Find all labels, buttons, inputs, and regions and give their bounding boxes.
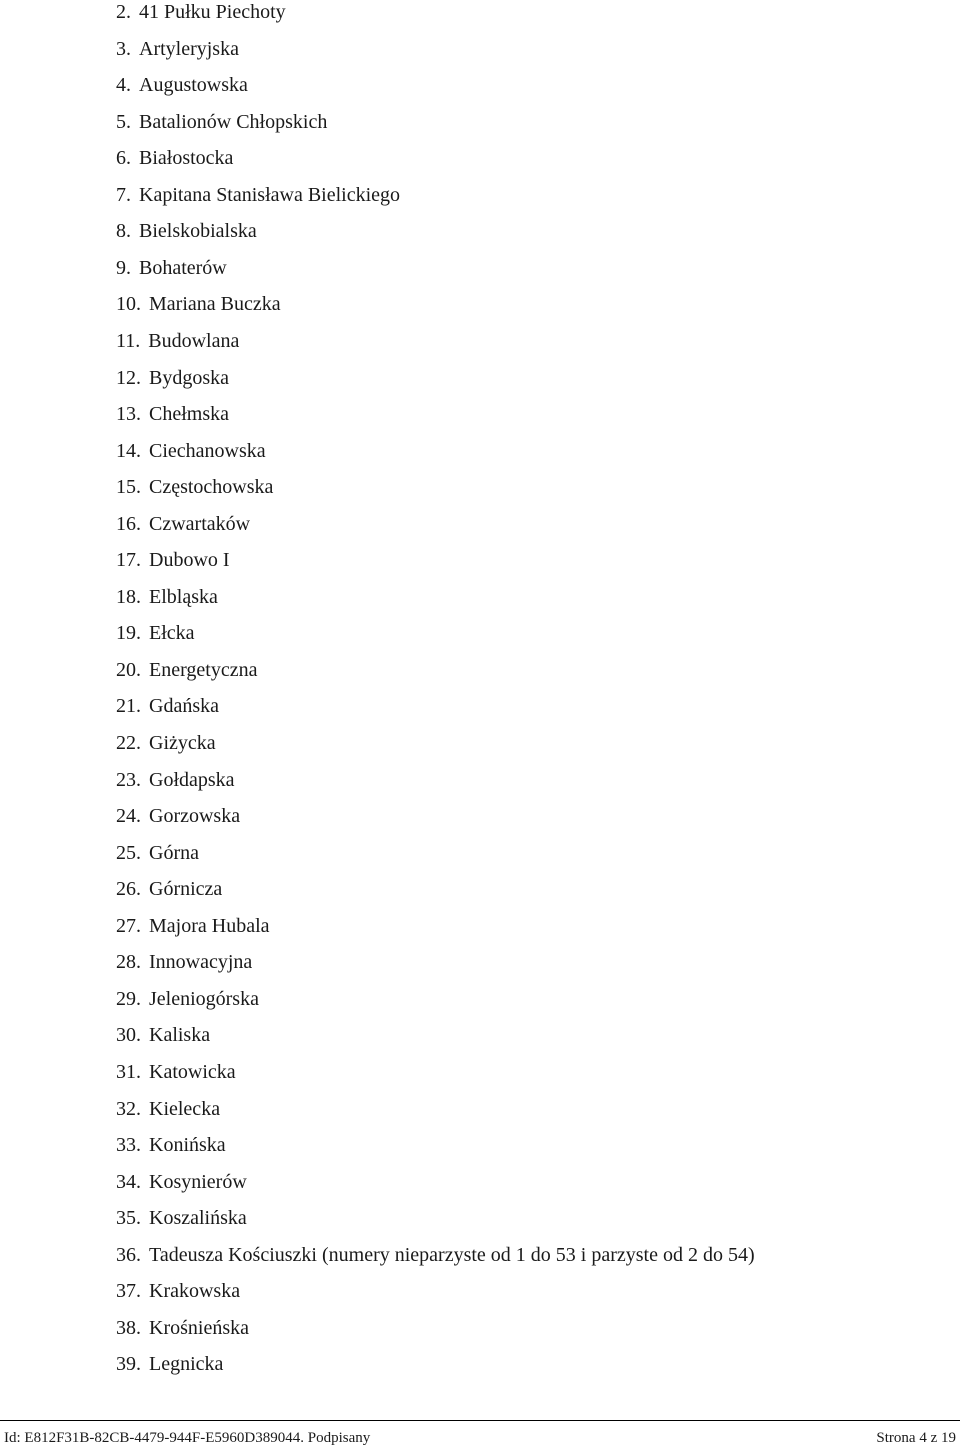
list-item-number: 33.: [116, 1134, 141, 1157]
list-item-number: 3.: [116, 37, 131, 60]
list-item: [116, 914, 270, 938]
list-item-name: Górna: [149, 841, 199, 864]
list-item-name: Dubowo I: [149, 549, 230, 572]
list-item-name: Bohaterów: [139, 256, 227, 279]
list-item-number: 24.: [116, 805, 141, 828]
list-item: [116, 1023, 210, 1047]
list-item: [116, 804, 240, 828]
list-item-name: Białostocka: [139, 147, 234, 170]
footer-divider: [0, 1420, 960, 1421]
list-item: [116, 621, 195, 645]
list-item-name: Kaliska: [149, 1024, 211, 1047]
list-item-number: 32.: [116, 1097, 141, 1120]
list-item-name: Czwartaków: [149, 512, 251, 535]
list-item-name: Ciechanowska: [149, 439, 266, 462]
list-item-name: Koszalińska: [149, 1207, 247, 1230]
list-item: [116, 292, 281, 316]
list-item-number: 25.: [116, 841, 141, 864]
list-item-name: Tadeusza Kościuszki (numery nieparzyste od 1 do 53 i parzyste od 2 do 54): [149, 1243, 755, 1266]
list-item-name: Bielskobialska: [139, 220, 257, 243]
list-item: [116, 329, 239, 353]
list-item-name: Bydgoska: [149, 366, 229, 389]
list-item: [116, 0, 286, 24]
list-item-name: Konińska: [149, 1134, 226, 1157]
list-item-name: Energetyczna: [149, 658, 258, 681]
list-item: [116, 475, 273, 499]
list-item: [116, 1279, 240, 1303]
list-item-name: Augustowska: [139, 74, 248, 97]
list-item: [116, 877, 222, 901]
list-item: [116, 1352, 223, 1376]
list-item: [116, 73, 248, 97]
list-item: [116, 768, 235, 792]
list-item-number: 26.: [116, 878, 141, 901]
list-item-number: 18.: [116, 585, 141, 608]
list-item: [116, 1170, 247, 1194]
list-item-number: 5.: [116, 110, 131, 133]
list-item-name: Chełmska: [149, 403, 229, 426]
list-item-name: Katowicka: [149, 1060, 236, 1083]
list-item-number: 15.: [116, 476, 141, 499]
list-item-number: 20.: [116, 658, 141, 681]
list-item-number: 27.: [116, 914, 141, 937]
list-item-name: Częstochowska: [149, 476, 274, 499]
list-item: [116, 1097, 220, 1121]
list-item: [116, 37, 239, 61]
list-item-number: 19.: [116, 622, 141, 645]
list-item-name: Kosynierów: [149, 1170, 247, 1193]
list-item: [116, 987, 259, 1011]
list-item: [116, 183, 400, 207]
list-item: [116, 585, 218, 609]
list-item: [116, 731, 216, 755]
list-item: [116, 658, 257, 682]
list-item: [116, 366, 229, 390]
list-item-number: 29.: [116, 987, 141, 1010]
list-item-number: 4.: [116, 74, 131, 97]
list-item: [116, 219, 257, 243]
list-item-name: Elbląska: [149, 585, 218, 608]
list-item-name: Górnicza: [149, 878, 223, 901]
list-item: [116, 1133, 226, 1157]
list-item: [116, 512, 250, 536]
list-item-number: 14.: [116, 439, 141, 462]
list-item-name: Budowlana: [148, 329, 240, 352]
footer-document-id: Id: E812F31B-82CB-4479-944F-E5960D389044. Podpisany: [4, 1430, 371, 1446]
list-item-number: 22.: [116, 732, 141, 754]
list-item-name: Gołdapska: [149, 768, 235, 791]
list-item-name: Krośnieńska: [149, 1316, 249, 1339]
list-item-number: 10.: [116, 293, 141, 316]
list-item: [116, 841, 199, 865]
list-item: [116, 950, 252, 974]
list-item-name: Ełcka: [149, 622, 195, 645]
list-item-name: 41 Pułku Piechoty: [139, 1, 286, 23]
list-item-number: 28.: [116, 951, 141, 974]
list-item-name: Krakowska: [149, 1280, 241, 1303]
list-item-number: 12.: [116, 366, 141, 389]
list-item-number: 39.: [116, 1353, 141, 1376]
list-item-number: 23.: [116, 768, 141, 791]
list-item-number: 8.: [116, 220, 131, 243]
list-item-name: Giżycka: [149, 732, 216, 754]
list-item: [116, 402, 229, 426]
list-item: [116, 548, 230, 572]
list-item-name: Gdańska: [149, 695, 219, 718]
list-item-number: 6.: [116, 147, 131, 170]
list-item-name: Majora Hubala: [149, 914, 270, 937]
list-item-number: 34.: [116, 1170, 141, 1193]
list-item: [116, 1206, 247, 1230]
list-item-number: 13.: [116, 403, 141, 426]
list-item-number: 31.: [116, 1060, 141, 1083]
list-item-number: 9.: [116, 256, 131, 279]
list-item-number: 36.: [116, 1243, 141, 1266]
list-item-number: 11.: [116, 329, 141, 352]
list-item: [116, 1316, 249, 1340]
list-item: [116, 146, 233, 170]
list-item-number: 16.: [116, 512, 141, 535]
list-item-number: 30.: [116, 1024, 141, 1047]
list-item-number: 35.: [116, 1207, 141, 1230]
list-item: [116, 439, 266, 463]
list-item-name: Gorzowska: [149, 805, 241, 828]
list-item-name: Kapitana Stanisława Bielickiego: [139, 183, 401, 206]
list-item: [116, 1243, 755, 1267]
list-item-number: 17.: [116, 549, 141, 572]
list-item-number: 21.: [116, 695, 141, 718]
list-item-number: 37.: [116, 1280, 141, 1303]
list-item-number: 2.: [116, 1, 131, 23]
list-item-name: Artyleryjska: [139, 37, 239, 60]
list-item: [116, 110, 327, 134]
list-item-name: Batalionów Chłopskich: [139, 110, 328, 133]
list-item-name: Kielecka: [149, 1097, 221, 1120]
list-item: [116, 694, 219, 718]
list-item-name: Legnicka: [149, 1353, 224, 1376]
list-item-name: Mariana Buczka: [149, 293, 281, 316]
list-item-number: 7.: [116, 183, 131, 206]
list-item-name: Jeleniogórska: [149, 987, 259, 1010]
list-item: [116, 256, 227, 280]
list-item-number: 38.: [116, 1316, 141, 1339]
footer-page-number: Strona 4 z 19: [876, 1430, 956, 1446]
list-item-name: Innowacyjna: [149, 951, 253, 974]
list-item: [116, 1060, 236, 1084]
